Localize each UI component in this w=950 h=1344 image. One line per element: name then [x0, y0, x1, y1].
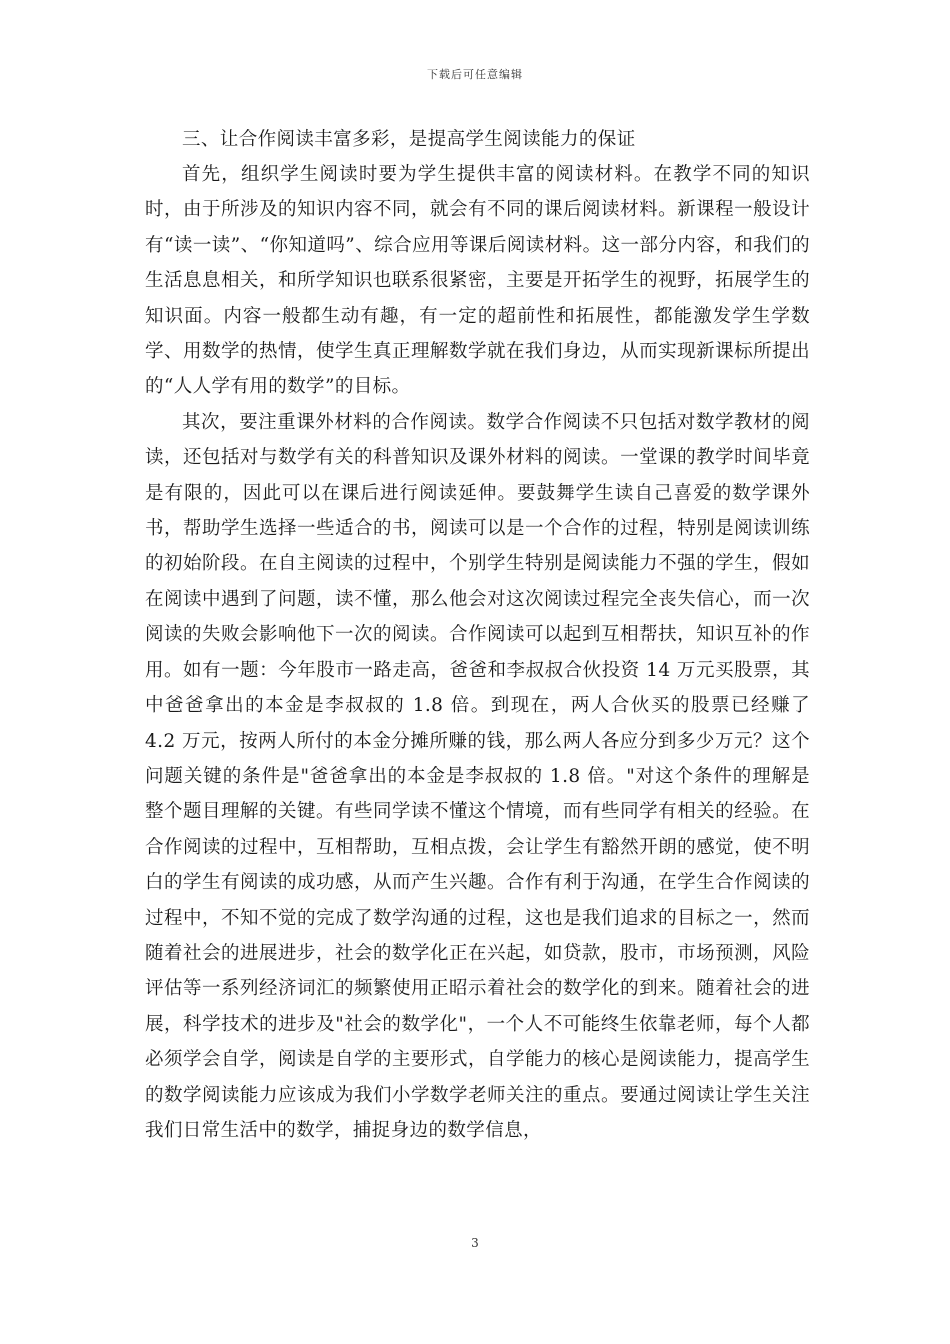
- section-heading: 三、让合作阅读丰富多彩，是提高学生阅读能力的保证: [182, 129, 636, 150]
- paragraph-second: 其次，要注重课外材料的合作阅读。数学合作阅读不只包括对数学教材的阅读，还包括对与数学有关的科普知识及课外材料的阅读。一堂课的教学时间毕竟是有限的，因此可以在课后进行阅读延伸。要鼓舞学生读自己喜爱的数学课外书，帮助学生选择一些适合的书，阅读可以是一个合作的过程，特别是阅读训练的初始阶段。在自主阅读的过程中，个别学生特别是阅读能力不强的学生，假如在阅读中遇到了问题，读不懂，那么他会对这次阅读过程完全丧失信心，而一次阅读的失败会影响他下一次的阅读。合作阅读可以起到互相帮扶，知识互补的作用。如有一题：今年股市一路走高，爸爸和李叔叔合伙投资 14 万元买股票，其中爸爸拿出的本金是李叔叔的 1.8 倍。到现在，两人合伙买的股票已经赚了 4.2 万元，按两人所付的本金分摊所赚的钱，那么两人各应分到多少万元？这个问题关键的条件是"爸爸拿出的本金是李叔叔的 1.8 倍。"对这个条件的理解是整个题目理解的关键。有些同学读不懂这个情境，而有些同学有相关的经验。在合作阅读的过程中，互相帮助，互相点拨，会让学生有豁然开朗的感觉，使不明白的学生有阅读的成功感，从而产生兴趣。合作有利于沟通，在学生合作阅读的过程中，不知不觉的完成了数学沟通的过程，这也是我们追求的目标之一，然而随着社会的进展进步，社会的数学化正在兴起，如贷款，股市，市场预测，风险评估等一系列经济词汇的频繁使用正昭示着社会的数学化的到来。随着社会的进展，科学技术的进步及"社会的数学化"，一个人不可能终生依靠老师，每个人都必须学会自学，阅读是自学的主要形式，自学能力的核心是阅读能力，提高学生的数学阅读能力应该成为我们小学数学老师关注的重点。要通过阅读让学生关注我们日常生活中的数学，捕捉身边的数学信息，: [145, 411, 810, 1141]
- header-note: 下载后可任意编辑: [427, 68, 523, 81]
- paragraph-first: 首先，组织学生阅读时要为学生提供丰富的阅读材料。在教学不同的知识时，由于所涉及的知识内容不同，就会有不同的课后阅读材料。新课程一般设计有“读一读”、“你知道吗”、综合应用等课后阅读材料。这一部分内容，和我们的生活息息相关，和所学知识也联系很紧密，主要是开拓学生的视野，拓展学生的知识面。内容一般都生动有趣，有一定的超前性和拓展性，都能激发学生学数学、用数学的热情，使学生真正理解数学就在我们身边，从而实现新课标所提出的“人人学有用的数学”的目标。: [145, 164, 810, 398]
- document-body: [145, 122, 810, 1148]
- page-number: 3: [471, 1236, 479, 1250]
